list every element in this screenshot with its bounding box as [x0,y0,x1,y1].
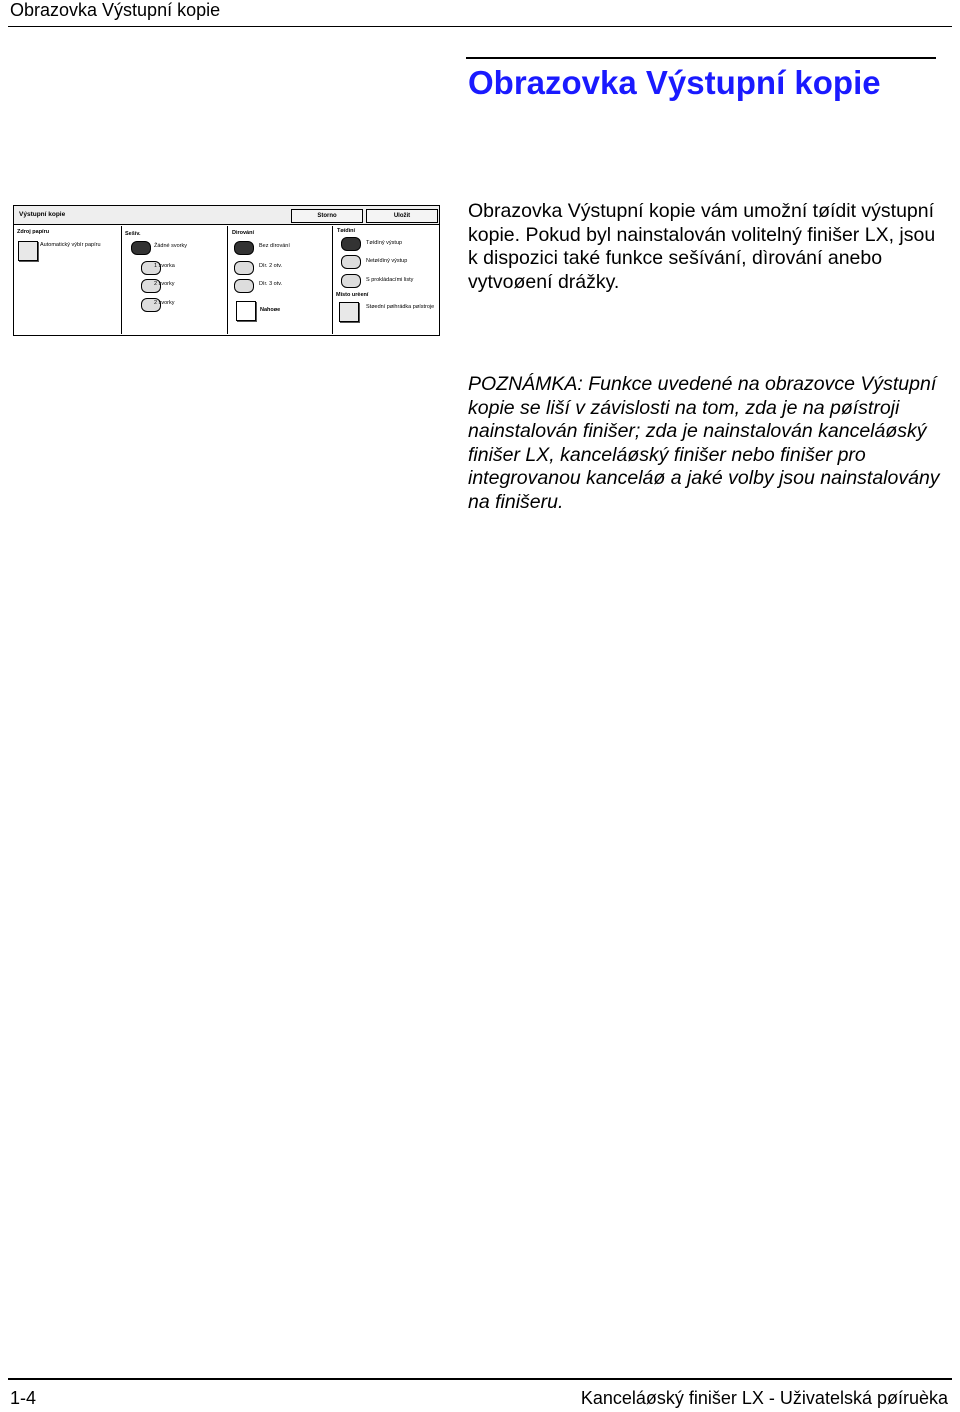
destination-option: Støední pøihrádka pøístroje [366,304,435,310]
screen-tab-title: Výstupní kopie [19,211,66,218]
screen-tab-bar [14,206,439,225]
page-title: Obrazovka Výstupní kopie [468,64,881,101]
divider [121,226,122,334]
destination-button[interactable] [339,302,359,322]
punch-none-button[interactable] [234,241,254,255]
footer-rule [8,1378,952,1380]
intro-paragraph: Obrazovka Výstupní kopie vám umožní tøídit výstupní kopie. Pokud byl nainstalován volitelný finišer LX, jsou k dispozici také funkce sešívání, dìrování anebo vytvoøení drážky. [468,200,936,293]
sort-option-label: Netøídìný výstup [366,258,408,264]
sorting-header: Tøídìní [337,228,356,234]
footer-title: Kanceláøský finišer LX - Uživatelská pøíruèka [580,1388,948,1408]
punch-top-button[interactable] [236,301,256,321]
punch-option-label: Dìr. 3 otv. [259,281,283,287]
punch-3-button[interactable] [234,279,254,293]
sort-option-label: S prokládacími listy [366,277,414,283]
sort-uncollated-button[interactable] [341,255,361,269]
header-rule [8,26,952,27]
note-paragraph: POZNÁMKA: Funkce uvedené na obrazovce Výstupní kopie se liší v závislosti na tom, zda je na pøístroji nainstalován finišer; zda je nainstalován kanceláøský finišer LX, kanceláøský finišer nebo finišer pro integrovanou kanceláø a jaké volby jsou nainstalovány na finišeru. [468,373,940,513]
staple-option-label: 2 svorky [154,281,175,287]
title-rule [466,57,936,59]
punch-top-label: Nahoøe [260,307,281,313]
destination-header: Místo urèení [336,292,369,298]
staple-option-label: 2 svorky [154,300,175,306]
paper-source-option: Automatický výbìr papíru [40,242,101,248]
storno-button[interactable]: Storno [291,209,363,223]
sort-separators-button[interactable] [341,274,361,288]
staple-option-label: 1 svorka [154,263,175,269]
output-copy-screen [13,205,440,336]
punch-option-label: Bez dìrování [259,243,290,249]
divider [332,226,333,334]
paper-source-header: Zdroj papíru [17,229,50,235]
running-header: Obrazovka Výstupní kopie [10,0,221,20]
punch-2-button[interactable] [234,261,254,275]
sort-collated-button[interactable] [341,237,361,251]
sort-option-label: Tøídìný výstup [366,240,403,246]
save-button[interactable]: Uložit [366,209,438,223]
staple-option-label: Žádné svorky [154,243,188,249]
stapling-header: Sešív. [125,231,141,237]
staple-option-none-button[interactable] [131,241,151,255]
punch-option-label: Dìr. 2 otv. [259,263,283,269]
page-number: 1-4 [10,1388,37,1408]
punching-header: Dìrování [232,230,255,236]
paper-source-button[interactable] [18,241,38,261]
divider [227,226,228,334]
